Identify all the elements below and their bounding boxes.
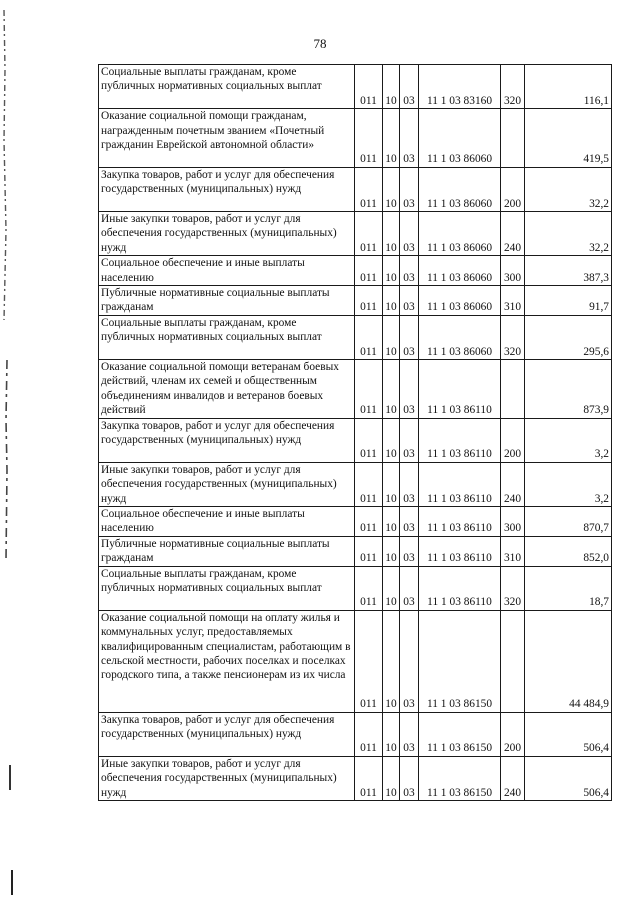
glava-code-cell: 011 xyxy=(355,418,383,462)
subsection-code-cell: 03 xyxy=(400,712,419,756)
target-article-code-cell: 11 1 03 86060 xyxy=(419,315,501,359)
glava-code-cell: 011 xyxy=(355,507,383,537)
section-code-cell: 10 xyxy=(383,211,400,255)
table-row xyxy=(99,167,612,211)
glava-code-cell: 011 xyxy=(355,256,383,286)
subsection-code-cell: 03 xyxy=(400,167,419,211)
table-row xyxy=(99,65,612,109)
row-name-cell: Социальные выплаты гражданам, кроме публичных нормативных социальных выплат xyxy=(99,315,355,359)
subsection-code-cell: 03 xyxy=(400,756,419,800)
expense-type-code-cell xyxy=(501,360,525,419)
amount-cell: 32,2 xyxy=(525,211,612,255)
section-code-cell: 10 xyxy=(383,756,400,800)
table-row xyxy=(99,756,612,800)
expense-type-code-cell xyxy=(501,109,525,168)
row-name-cell: Закупка товаров, работ и услуг для обеспечения государственных (муниципальных) нужд xyxy=(99,418,355,462)
table-row xyxy=(99,360,612,419)
section-code-cell: 10 xyxy=(383,109,400,168)
expense-type-code-cell: 200 xyxy=(501,712,525,756)
row-name-cell: Социальное обеспечение и иные выплаты населению xyxy=(99,507,355,537)
row-name-cell: Публичные нормативные социальные выплаты гражданам xyxy=(99,286,355,316)
expense-type-code-cell xyxy=(501,610,525,712)
target-article-code-cell: 11 1 03 86060 xyxy=(419,256,501,286)
glava-code-cell: 011 xyxy=(355,109,383,168)
expense-type-code-cell: 300 xyxy=(501,507,525,537)
subsection-code-cell: 03 xyxy=(400,507,419,537)
target-article-code-cell: 11 1 03 86110 xyxy=(419,566,501,610)
table-row xyxy=(99,712,612,756)
subsection-code-cell: 03 xyxy=(400,610,419,712)
subsection-code-cell: 03 xyxy=(400,286,419,316)
glava-code-cell: 011 xyxy=(355,712,383,756)
section-code-cell: 10 xyxy=(383,315,400,359)
expense-type-code-cell: 200 xyxy=(501,167,525,211)
glava-code-cell: 011 xyxy=(355,536,383,566)
subsection-code-cell: 03 xyxy=(400,65,419,109)
target-article-code-cell: 11 1 03 86150 xyxy=(419,610,501,712)
row-name-cell: Социальные выплаты гражданам, кроме публичных нормативных социальных выплат xyxy=(99,566,355,610)
subsection-code-cell: 03 xyxy=(400,418,419,462)
target-article-code-cell: 11 1 03 86060 xyxy=(419,211,501,255)
expense-type-code-cell: 240 xyxy=(501,211,525,255)
section-code-cell: 10 xyxy=(383,286,400,316)
amount-cell: 387,3 xyxy=(525,256,612,286)
target-article-code-cell: 11 1 03 83160 xyxy=(419,65,501,109)
row-name-cell: Социальные выплаты гражданам, кроме публичных нормативных социальных выплат xyxy=(99,65,355,109)
amount-cell: 32,2 xyxy=(525,167,612,211)
scan-edge-marks xyxy=(0,0,30,905)
expense-type-code-cell: 300 xyxy=(501,256,525,286)
expense-type-code-cell: 240 xyxy=(501,462,525,506)
target-article-code-cell: 11 1 03 86060 xyxy=(419,109,501,168)
amount-cell: 44 484,9 xyxy=(525,610,612,712)
amount-cell: 116,1 xyxy=(525,65,612,109)
section-code-cell: 10 xyxy=(383,712,400,756)
subsection-code-cell: 03 xyxy=(400,315,419,359)
section-code-cell: 10 xyxy=(383,167,400,211)
glava-code-cell: 011 xyxy=(355,315,383,359)
section-code-cell: 10 xyxy=(383,65,400,109)
expense-type-code-cell: 310 xyxy=(501,536,525,566)
expense-type-code-cell: 310 xyxy=(501,286,525,316)
amount-cell: 18,7 xyxy=(525,566,612,610)
table-row xyxy=(99,315,612,359)
table-row xyxy=(99,211,612,255)
subsection-code-cell: 03 xyxy=(400,109,419,168)
row-name-cell: Иные закупки товаров, работ и услуг для обеспечения государственных (муниципальных) нужд xyxy=(99,462,355,506)
target-article-code-cell: 11 1 03 86110 xyxy=(419,507,501,537)
subsection-code-cell: 03 xyxy=(400,360,419,419)
page-number: 78 xyxy=(313,36,327,51)
table-row xyxy=(99,566,612,610)
glava-code-cell: 011 xyxy=(355,286,383,316)
row-name-cell: Оказание социальной помощи гражданам, награжденным почетным званием «Почетный гражданин Еврейской автономной области» xyxy=(99,109,355,168)
target-article-code-cell: 11 1 03 86060 xyxy=(419,167,501,211)
glava-code-cell: 011 xyxy=(355,65,383,109)
amount-cell: 295,6 xyxy=(525,315,612,359)
glava-code-cell: 011 xyxy=(355,211,383,255)
expense-type-code-cell: 240 xyxy=(501,756,525,800)
amount-cell: 419,5 xyxy=(525,109,612,168)
row-name-cell: Закупка товаров, работ и услуг для обеспечения государственных (муниципальных) нужд xyxy=(99,167,355,211)
table-row xyxy=(99,462,612,506)
row-name-cell: Оказание социальной помощи ветеранам боевых действий, членам их семей и общественным объединениям инвалидов и ветеранов боевых действий xyxy=(99,360,355,419)
expense-type-code-cell: 200 xyxy=(501,418,525,462)
section-code-cell: 10 xyxy=(383,462,400,506)
section-code-cell: 10 xyxy=(383,536,400,566)
amount-cell: 3,2 xyxy=(525,462,612,506)
table-row xyxy=(99,109,612,168)
glava-code-cell: 011 xyxy=(355,756,383,800)
amount-cell: 506,4 xyxy=(525,756,612,800)
table-row xyxy=(99,418,612,462)
row-name-cell: Иные закупки товаров, работ и услуг для обеспечения государственных (муниципальных) нужд xyxy=(99,756,355,800)
subsection-code-cell: 03 xyxy=(400,536,419,566)
expense-type-code-cell: 320 xyxy=(501,315,525,359)
target-article-code-cell: 11 1 03 86110 xyxy=(419,536,501,566)
table-row xyxy=(99,507,612,537)
section-code-cell: 10 xyxy=(383,507,400,537)
subsection-code-cell: 03 xyxy=(400,256,419,286)
glava-code-cell: 011 xyxy=(355,360,383,419)
section-code-cell: 10 xyxy=(383,610,400,712)
table-row xyxy=(99,286,612,316)
budget-table xyxy=(98,64,612,801)
table-row xyxy=(99,256,612,286)
subsection-code-cell: 03 xyxy=(400,566,419,610)
glava-code-cell: 011 xyxy=(355,167,383,211)
expense-type-code-cell: 320 xyxy=(501,65,525,109)
glava-code-cell: 011 xyxy=(355,462,383,506)
amount-cell: 852,0 xyxy=(525,536,612,566)
amount-cell: 870,7 xyxy=(525,507,612,537)
section-code-cell: 10 xyxy=(383,566,400,610)
target-article-code-cell: 11 1 03 86110 xyxy=(419,462,501,506)
row-name-cell: Иные закупки товаров, работ и услуг для обеспечения государственных (муниципальных) нужд xyxy=(99,211,355,255)
row-name-cell: Закупка товаров, работ и услуг для обеспечения государственных (муниципальных) нужд xyxy=(99,712,355,756)
table-row xyxy=(99,610,612,712)
table-row xyxy=(99,536,612,566)
glava-code-cell: 011 xyxy=(355,610,383,712)
target-article-code-cell: 11 1 03 86150 xyxy=(419,712,501,756)
section-code-cell: 10 xyxy=(383,360,400,419)
target-article-code-cell: 11 1 03 86110 xyxy=(419,418,501,462)
subsection-code-cell: 03 xyxy=(400,462,419,506)
expense-type-code-cell: 320 xyxy=(501,566,525,610)
amount-cell: 873,9 xyxy=(525,360,612,419)
subsection-code-cell: 03 xyxy=(400,211,419,255)
row-name-cell: Социальное обеспечение и иные выплаты населению xyxy=(99,256,355,286)
glava-code-cell: 011 xyxy=(355,566,383,610)
target-article-code-cell: 11 1 03 86110 xyxy=(419,360,501,419)
amount-cell: 506,4 xyxy=(525,712,612,756)
row-name-cell: Оказание социальной помощи на оплату жилья и коммунальных услуг, предоставляемых квалифицированным специалистам, работающим в сельской местности, рабочих поселках и поселках городского типа, а также пенсионерам из их числа xyxy=(99,610,355,712)
target-article-code-cell: 11 1 03 86150 xyxy=(419,756,501,800)
section-code-cell: 10 xyxy=(383,418,400,462)
section-code-cell: 10 xyxy=(383,256,400,286)
amount-cell: 91,7 xyxy=(525,286,612,316)
row-name-cell: Публичные нормативные социальные выплаты гражданам xyxy=(99,536,355,566)
target-article-code-cell: 11 1 03 86060 xyxy=(419,286,501,316)
amount-cell: 3,2 xyxy=(525,418,612,462)
budget-table-body xyxy=(99,65,612,801)
